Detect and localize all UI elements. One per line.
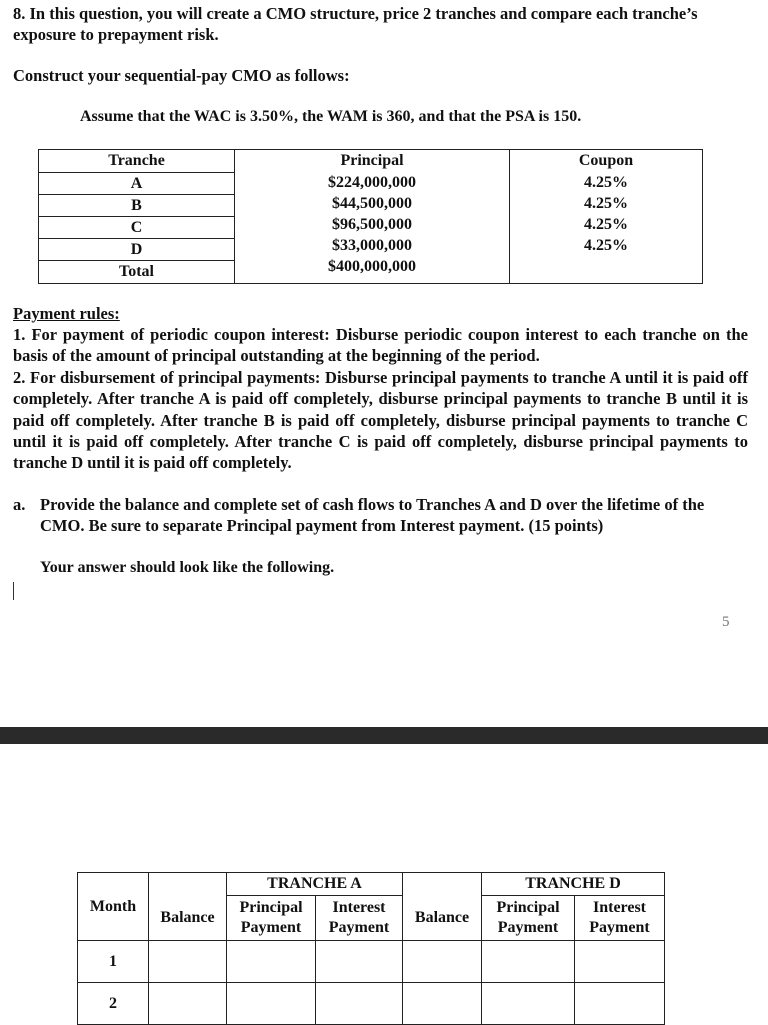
blank-cell — [149, 983, 227, 1025]
construct-instruction: Construct your sequential-pay CMO as follows: — [13, 66, 350, 85]
header-tranche: Tranche — [39, 150, 234, 173]
coupon-column — [510, 150, 703, 284]
assumption-text: Assume that the WAC is 3.50%, the WAM is 360, and that the PSA is 150. — [80, 108, 582, 125]
blank-cell — [149, 941, 227, 983]
header-principal-a: Principal Payment — [227, 896, 316, 941]
header-balance-a: Balance — [149, 896, 227, 941]
cell-coupon-d: 4.25% — [584, 237, 628, 254]
blank-cell — [316, 983, 403, 1025]
month-cell: 1 — [78, 941, 149, 983]
cell-principal-a: $224,000,000 — [328, 174, 416, 191]
blank-cell — [482, 941, 575, 983]
header-interest-a: Interest Payment — [316, 896, 403, 941]
header-tranche-d: TRANCHE D — [482, 873, 665, 896]
cell-tranche-b: B — [39, 195, 234, 217]
cell-coupon-total — [510, 256, 702, 278]
header-tranche-a: TRANCHE A — [227, 873, 403, 896]
cell-principal-total: $400,000,000 — [328, 258, 416, 275]
cell-tranche-a: A — [39, 173, 234, 195]
blank-cell — [482, 983, 575, 1025]
answer-table — [77, 872, 665, 1025]
header-balance-d: Balance — [403, 896, 482, 941]
month-cell: 2 — [78, 983, 149, 1025]
cell-tranche-total: Total — [119, 263, 154, 280]
payment-rules — [13, 324, 748, 474]
table-row — [78, 941, 665, 983]
blank-cell — [575, 941, 665, 983]
header-principal-d: Principal Payment — [482, 896, 575, 941]
blank-cell — [227, 941, 316, 983]
blank-cell — [575, 983, 665, 1025]
cell-tranche-d: D — [39, 239, 234, 261]
text-cursor[interactable] — [13, 582, 14, 600]
table-row — [78, 983, 665, 1025]
tranche-table — [38, 149, 703, 284]
header-month: Month — [78, 873, 149, 941]
answer-intro: Your answer should look like the following. — [40, 559, 335, 576]
cell-coupon-b: 4.25% — [584, 195, 628, 212]
blank-cell — [227, 983, 316, 1025]
rule-2: 2. For disbursement of principal payments: Disburse principal payments to tranche A until it is paid off completely. After tranche A is paid off completely, disburse principal payments to tranche B until it is paid off completely. After tranche B is paid off completely, disburse principal payments to tranche C until it is paid off completely. After tranche C is paid off completely, disburse principal payments to tranche D until it is paid off completely. — [13, 367, 748, 473]
header-principal: Principal — [340, 152, 404, 169]
blank-cell — [403, 983, 482, 1025]
question-title: 8. In this question, you will create a CMO structure, price 2 tranches and compare each tranche’s exposure to prepayment risk. — [13, 4, 698, 44]
cell-principal-d: $33,000,000 — [332, 237, 412, 254]
cell-coupon-a: 4.25% — [584, 174, 628, 191]
payment-rules-heading: Payment rules: — [13, 304, 120, 323]
blank-cell — [316, 941, 403, 983]
tranche-column — [39, 150, 235, 284]
rule-1: 1. For payment of periodic coupon interest: Disburse periodic coupon interest to each tranche on the basis of the amount of principal outstanding at the beginning of the period. — [13, 325, 748, 366]
principal-column — [235, 150, 510, 284]
cell-coupon-c: 4.25% — [584, 216, 628, 233]
part-a — [13, 494, 748, 536]
page-number: 5 — [722, 614, 730, 630]
header-coupon: Coupon — [578, 152, 634, 169]
part-a-letter: a. — [13, 495, 26, 514]
blank-cell — [403, 941, 482, 983]
page-divider-bar — [0, 727, 768, 744]
cell-principal-c: $96,500,000 — [332, 216, 412, 233]
header-interest-d: Interest Payment — [575, 896, 665, 941]
part-a-text: Provide the balance and complete set of cash flows to Tranches A and D over the lifetime of the CMO. Be sure to separate Principal payment from Interest payment. (15 points) — [40, 495, 705, 535]
cell-principal-b: $44,500,000 — [332, 195, 412, 212]
cell-tranche-c: C — [39, 217, 234, 239]
